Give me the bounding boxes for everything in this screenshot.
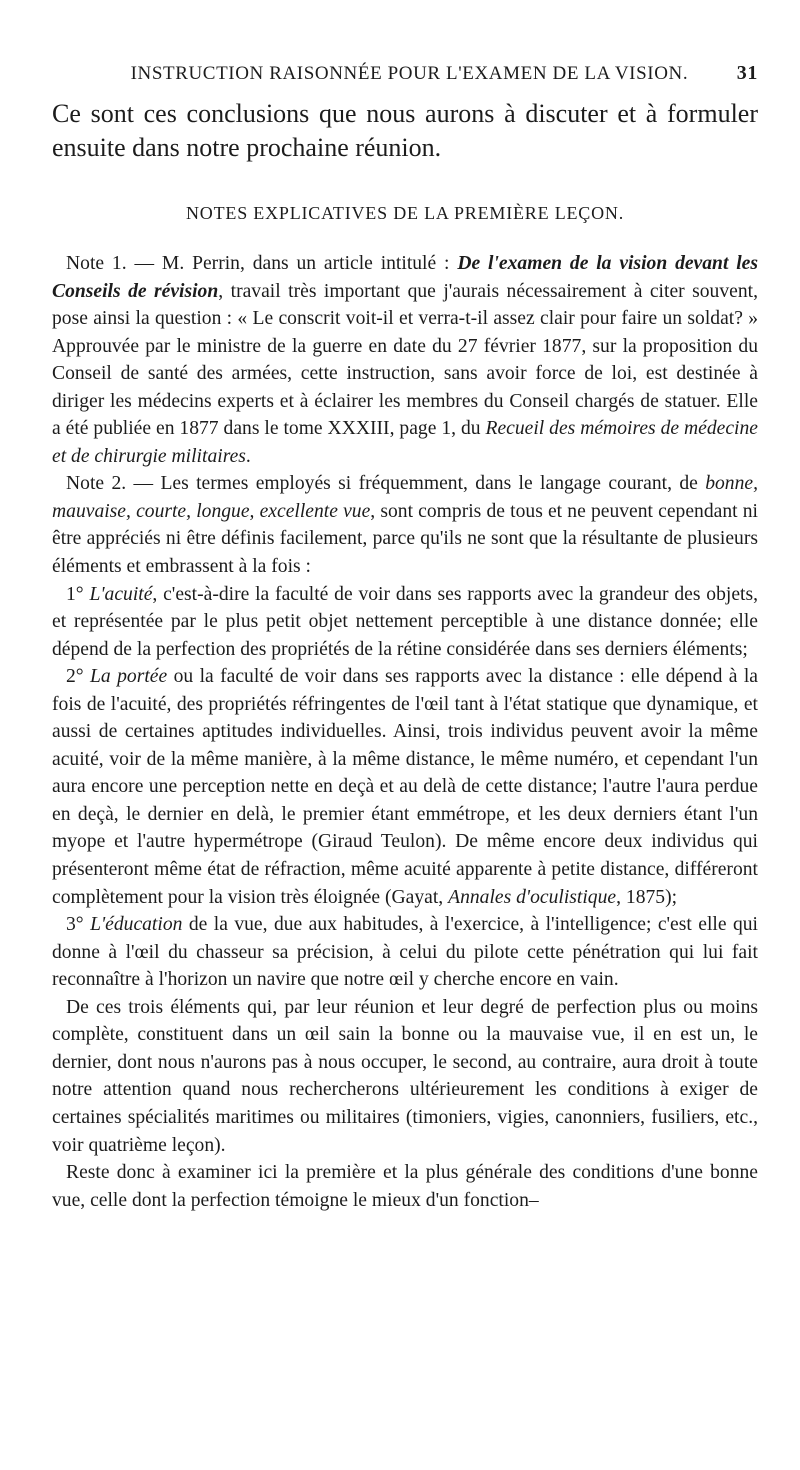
note-1-end: . bbox=[245, 445, 251, 467]
section-title: NOTES EXPLICATIVES DE LA PREMIÈRE LEÇON. bbox=[186, 203, 624, 223]
item-2-number: 2° bbox=[66, 666, 91, 688]
item-3-term: L'éducation bbox=[90, 914, 183, 936]
note-1-body: , travail très important que j'aurais nécessairement à citer souvent, pose ainsi la question : « Le conscrit voit-il et verra-t-il assez clair pour faire un soldat? » Approuvée par le ministre de la guerre en date du 27 février 1877, sur la proposition du Conseil de santé des armées, cette instruction, sans avoir force de loi, est destinée à diriger les médecins experts et à éclairer les membres du Conseil chargés de statuer. Elle a été publiée en 1877 dans le tome XXXIII, page 1, du bbox=[52, 280, 758, 440]
item-2-paragraph bbox=[52, 663, 758, 911]
item-3-number: 3° bbox=[66, 914, 91, 936]
notes-body bbox=[52, 250, 758, 1214]
item-3-text: de la vue, due aux habitudes, à l'exercice, à l'intelligence; c'est elle qui donne à l'œil du chasseur sa précision, à celui du pilote cette pénétration qui lui fait reconnaître à l'horizon un navire que notre œil y cherche encore en vain. bbox=[52, 914, 758, 991]
running-title: INSTRUCTION RAISONNÉE POUR L'EXAMEN DE LA VISION. bbox=[130, 63, 689, 84]
item-3-paragraph bbox=[52, 911, 758, 994]
item-2-citation: Annales d'oculistique bbox=[448, 886, 617, 908]
page-number: 31 bbox=[736, 62, 758, 84]
note-2-terms: bonne, mauvaise, courte, longue, excellente vue bbox=[52, 473, 758, 522]
elements-paragraph: De ces trois éléments qui, par leur réunion et leur degré de perfection plus ou moins complète, constituent dans un œil sain la bonne ou la mauvaise vue, il en est un, le dernier, dont nous n'aurons pas à nous occuper, le second, au contraire, aura droit à toute notre attention quand nous rechercherons ultérieurement les conditions à exiger de certaines spécialités maritimes ou militaires (timoniers, vigies, canonniers, fusiliers, etc., voir quatrième leçon). bbox=[52, 996, 758, 1156]
running-header bbox=[52, 62, 758, 85]
lead-paragraph: Ce sont ces conclusions que nous aurons à discuter et à formuler ensuite dans notre prochaine réunion. bbox=[52, 99, 758, 162]
item-1-number: 1° bbox=[66, 583, 90, 605]
note-2-body: , sont compris de tous et ne peuvent cependant ni être appréciés ni être définis facilement, parce qu'ils ne sont que la résultante de plusieurs éléments et embrassent à la fois : bbox=[52, 500, 758, 578]
item-1-text: , c'est-à-dire la faculté de voir dans ses rapports avec la grandeur des objets, et représentée par le plus petit objet nettement perceptible à une distance donnée; elle dépend de la perfection des propriétés de la rétine considérée dans ses derniers éléments; bbox=[52, 583, 758, 660]
item-2-text: ou la faculté de voir dans ses rapports avec la distance : elle dépend à la fois de l'acuité, des propriétés réfringentes de l'œil tant à l'état statique que dynamique, et aussi de certaines aptitudes individuelles. Ainsi, trois individus peuvent avoir la même acuité, voir de la même manière, à la même distance, le même numéro, et cependant l'un aura encore une perception nette en deçà et au delà de cette distance; l'autre l'aura perdue en deçà, le dernier en delà, le premier étant emmétrope, et les deux derniers étant l'un myope et l'autre hypermétrope (Giraud Teulon). De même encore deux individus qui présenteront même état de réfraction, même acuité apparente à petite distance, différeront complètement pour la vision très éloignée (Gayat, bbox=[52, 666, 759, 908]
item-2-text-end: , 1875); bbox=[616, 886, 678, 908]
item-1-term: L'acuité bbox=[89, 583, 153, 605]
note-1-article-title: De l'examen de la vision devant les Conseils de révision bbox=[52, 253, 759, 302]
item-1-paragraph bbox=[52, 581, 758, 664]
note-2-intro: Note 2. — Les termes employés si fréquemment, dans le langage courant, de bbox=[66, 473, 706, 495]
note-1-paragraph bbox=[52, 250, 758, 470]
note-2-paragraph bbox=[52, 470, 758, 580]
note-1-intro: Note 1. — M. Perrin, dans un article intitulé : bbox=[66, 253, 458, 274]
note-1-publication: Recueil des mémoires de médecine et de chirurgie militaires bbox=[52, 418, 758, 467]
final-paragraph: Reste donc à examiner ici la première et la plus générale des conditions d'une bonne vue, celle dont la perfection témoigne le mieux d'un fonction– bbox=[52, 1162, 758, 1211]
item-2-term: La portée bbox=[90, 666, 168, 688]
